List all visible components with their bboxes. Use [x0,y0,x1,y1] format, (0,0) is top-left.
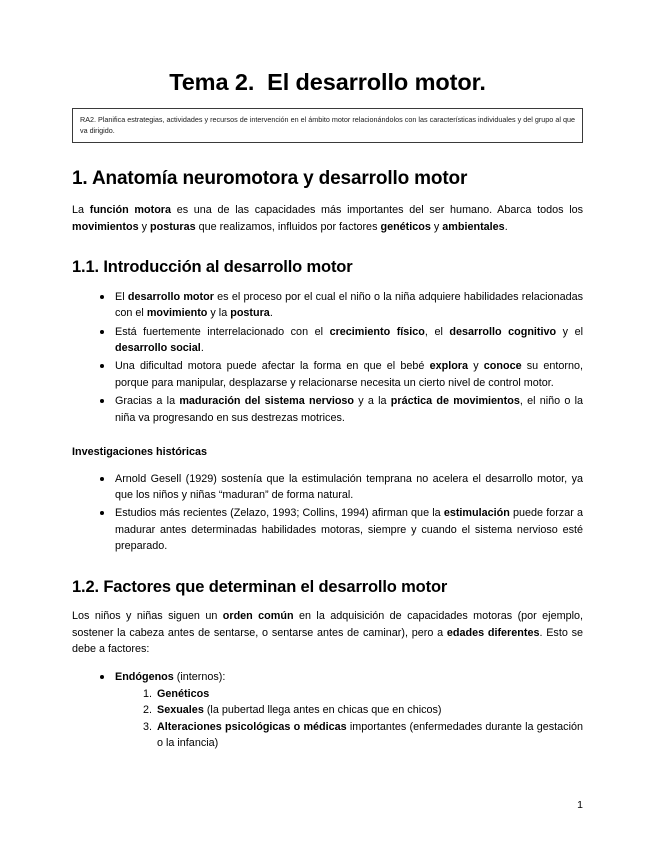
section-1-intro-paragraph: La función motora es una de las capacidades más importantes del ser humano. Abarca todos los movimientos y posturas que realizamos, influidos por factores genéticos y ambientales. [72,204,583,233]
page-number: 1 [577,798,583,811]
list-item: Estudios más recientes (Zelazo, 1993; Collins, 1994) afirman que la estimulación puede forzar a madurar antes determinadas habilidades motoras, siempre y cuando el sistema nervioso esté preparado. [100,505,583,554]
section-heading-1-2: 1.2. Factores que determinan el desarrollo motor [72,577,448,596]
ra2-callout-box [72,108,583,143]
list-item: Genéticos [157,688,210,700]
subsection-1-1-bullet-list [72,289,583,426]
list-item: Alteraciones psicológicas o médicas importantes (enfermedades durante la gestación o la infancia) [157,720,583,750]
list-item: Gracias a la maduración del sistema nervioso y a la práctica de movimientos, el niño o la niña va progresando en sus destrezas motrices. [100,393,583,426]
research-subheading: Investigaciones históricas [72,445,208,458]
list-item: Sexuales (la pubertad llega antes en chicas que en chicos) [157,704,442,717]
section-heading-1: 1. Anatomía neuromotora y desarrollo motor [72,168,468,190]
list-item: Una dificultad motora puede afectar la forma en que el bebé explora y conoce su entorno, porque para manipular, desplazarse y relacionarse necesita un cierto nivel de control motor. [100,358,583,391]
section-heading-1-1: 1.1. Introducción al desarrollo motor [72,257,353,276]
list-item: El desarrollo motor es el proceso por el cual el niño o la niña adquiere habilidades relacionadas con el movimiento y la postura. [100,289,583,322]
page-title: Tema 2. El desarrollo motor. [169,69,486,95]
list-item: Arnold Gesell (1929) sostenía que la estimulación temprana no acelera el desarrollo motor, ya que los niños y niñas “maduran” de forma natural. [100,471,583,504]
endogenous-factors-list [115,686,583,752]
factors-bullet-list [72,669,583,752]
list-item: Endógenos (internos): Genéticos Sexuales (la pubertad llega antes en chicas que en chicos) Alteraciones psicológicas o médicas importantes (enfermedades durante la gestación o la infancia) [100,669,583,752]
section-1-2-intro-paragraph: Los niños y niñas siguen un orden común en la adquisición de capacidades motoras (por ejemplo, sostener la cabeza antes de sentarse, o sentarse antes de caminar), pero a edades diferentes. Esto se debe a factores: [72,610,583,656]
research-bullet-list [72,471,583,555]
list-item: Está fuertemente interrelacionado con el crecimiento físico, el desarrollo cognitivo y el desarrollo social. [100,324,583,357]
ra2-callout-text: RA2. Planifica estrategias, actividades y recursos de intervención en el ámbito motor relacionándolos con las características individuales y del grupo al que va dirigido. [80,115,575,136]
